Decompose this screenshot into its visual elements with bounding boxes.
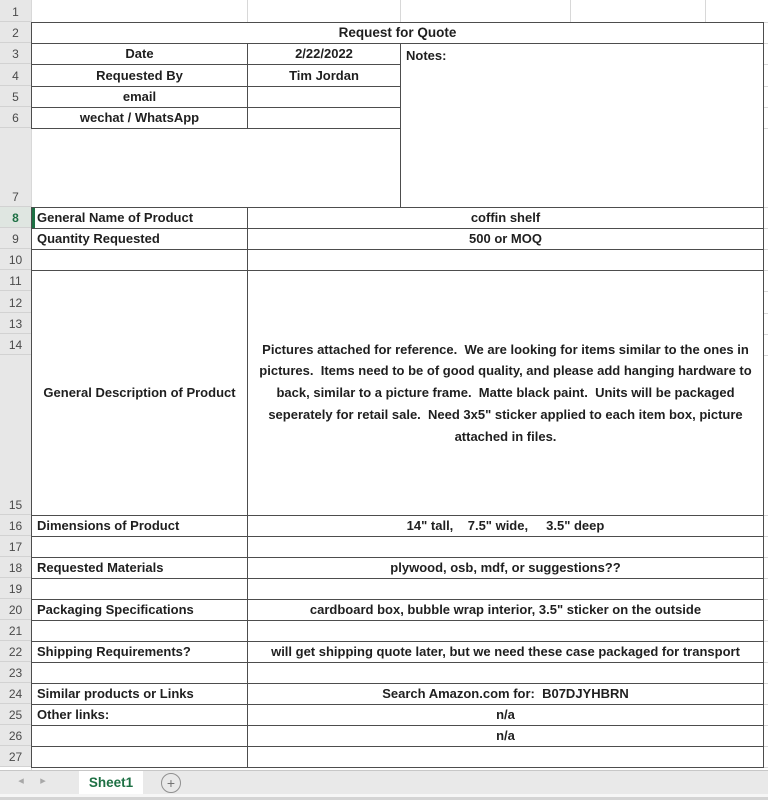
- quantity-label-cell[interactable]: Quantity Requested: [31, 228, 248, 250]
- gridline-tick: [764, 536, 768, 537]
- gridline-tick: [764, 313, 768, 314]
- tab-sheet1[interactable]: Sheet1: [79, 771, 143, 797]
- empty-label-cell-row27[interactable]: [31, 746, 248, 768]
- row-header-16[interactable]: 16: [0, 515, 31, 536]
- row-header-19[interactable]: 19: [0, 578, 31, 599]
- materials-value-cell[interactable]: plywood, osb, mdf, or suggestions??: [247, 557, 764, 579]
- row-header-4[interactable]: 4: [0, 64, 31, 86]
- gridline-tick: [764, 515, 768, 516]
- gridline-tick: [764, 128, 768, 129]
- row-header-8[interactable]: 8: [0, 207, 31, 228]
- plus-icon: +: [166, 775, 176, 791]
- email-label-cell[interactable]: email: [31, 86, 248, 108]
- dimensions-value-cell[interactable]: 14" tall, 7.5" wide, 3.5" deep: [247, 515, 764, 537]
- empty-value-cell-row23[interactable]: [247, 662, 764, 684]
- notes-cell[interactable]: Notes:: [400, 43, 764, 208]
- quantity-value-cell[interactable]: 500 or MOQ: [247, 228, 764, 250]
- empty-value-cell-row27[interactable]: [247, 746, 764, 768]
- requested-by-value-cell[interactable]: Tim Jordan: [247, 64, 401, 87]
- product-name-value-cell[interactable]: coffin shelf: [247, 207, 764, 229]
- gridline-col-b: [247, 0, 248, 22]
- packaging-value-cell[interactable]: cardboard box, bubble wrap interior, 3.5" sticker on the outside: [247, 599, 764, 621]
- shipping-label-cell[interactable]: Shipping Requirements?: [31, 641, 248, 663]
- empty-label-cell-row23[interactable]: [31, 662, 248, 684]
- other-links-value-cell[interactable]: n/a: [247, 704, 764, 726]
- empty-value-cell-row17[interactable]: [247, 536, 764, 558]
- email-value-cell[interactable]: [247, 86, 401, 108]
- row-header-6[interactable]: 6: [0, 107, 31, 128]
- gridline-tick: [764, 578, 768, 579]
- similar-label-cell[interactable]: Similar products or Links: [31, 683, 248, 705]
- dimensions-label-cell[interactable]: Dimensions of Product: [31, 515, 248, 537]
- gridline-tick: [764, 22, 768, 23]
- gridline-tick: [764, 64, 768, 65]
- gridline-tick: [764, 355, 768, 356]
- gridline-tick: [764, 704, 768, 705]
- gridline-col-d: [570, 0, 571, 22]
- empty-label-cell-row21[interactable]: [31, 620, 248, 642]
- gridline-tick: [764, 270, 768, 271]
- gridline-tick: [764, 228, 768, 229]
- sheet-tab-bar: [0, 770, 768, 794]
- row-header-10[interactable]: 10: [0, 249, 31, 270]
- title-cell[interactable]: Request for Quote: [31, 22, 764, 44]
- gridline-tick: [764, 291, 768, 292]
- date-value-cell[interactable]: 2/22/2022: [247, 43, 401, 65]
- row-header-13[interactable]: 13: [0, 313, 31, 334]
- row-header-26[interactable]: 26: [0, 725, 31, 746]
- wechat-value-cell[interactable]: [247, 107, 401, 129]
- row-header-15[interactable]: 15: [0, 355, 31, 515]
- row-header-27[interactable]: 27: [0, 746, 31, 767]
- shipping-value-cell[interactable]: will get shipping quote later, but we need these case packaged for transport: [247, 641, 764, 663]
- gridline-tick: [764, 43, 768, 44]
- gridline-tick: [764, 86, 768, 87]
- wechat-label-cell[interactable]: wechat / WhatsApp: [31, 107, 248, 129]
- other-links-label-cell[interactable]: Other links:: [31, 704, 248, 726]
- gridline-tick: [764, 641, 768, 642]
- empty-label-cell-row19[interactable]: [31, 578, 248, 600]
- row-header-25[interactable]: 25: [0, 704, 31, 725]
- description-label-cell[interactable]: General Description of Product: [31, 270, 248, 516]
- sheet-nav-left-icon[interactable]: ◂: [18, 775, 24, 787]
- empty-value-cell-row19[interactable]: [247, 578, 764, 600]
- gridline-col-c: [400, 0, 401, 22]
- row-header-9[interactable]: 9: [0, 228, 31, 249]
- gridline-tick: [764, 599, 768, 600]
- empty-label-cell-row17[interactable]: [31, 536, 248, 558]
- empty-label-cell-row10[interactable]: [31, 249, 248, 271]
- description-value-cell[interactable]: Pictures attached for reference. We are looking for items similar to the ones in pictures. Items need to be of good quality, and please add hanging hardware to back, similar to a picture frame. Matte black paint. Units will be packaged seperately for retail sale. Need 3x5" sticker applied to each item box, picture attached in files.: [247, 270, 764, 516]
- row-header-2[interactable]: 2: [0, 22, 31, 43]
- packaging-label-cell[interactable]: Packaging Specifications: [31, 599, 248, 621]
- similar-value-cell[interactable]: Search Amazon.com for: B07DJYHBRN: [247, 683, 764, 705]
- gridline-tick: [764, 249, 768, 250]
- row-header-1[interactable]: 1: [0, 0, 31, 22]
- add-sheet-button[interactable]: [161, 773, 181, 793]
- row-header-21[interactable]: 21: [0, 620, 31, 641]
- row-header-3[interactable]: 3: [0, 43, 31, 64]
- row-header-7[interactable]: 7: [0, 128, 31, 207]
- gridline-tick: [764, 767, 768, 768]
- row-header-22[interactable]: 22: [0, 641, 31, 662]
- row-header-17[interactable]: 17: [0, 536, 31, 557]
- other-links-2-label-cell[interactable]: [31, 725, 248, 747]
- other-links-2-value-cell[interactable]: n/a: [247, 725, 764, 747]
- gridline-tick: [764, 683, 768, 684]
- row-header-23[interactable]: 23: [0, 662, 31, 683]
- materials-label-cell[interactable]: Requested Materials: [31, 557, 248, 579]
- row-header-18[interactable]: 18: [0, 557, 31, 578]
- gridline-tick: [764, 746, 768, 747]
- sheet-nav-right-icon[interactable]: ▸: [40, 775, 46, 787]
- gridline-tick: [764, 107, 768, 108]
- row-header-12[interactable]: 12: [0, 291, 31, 313]
- empty-value-cell-row10[interactable]: [247, 249, 764, 271]
- row-header-5[interactable]: 5: [0, 86, 31, 107]
- gridline-tick: [764, 334, 768, 335]
- row-header-14[interactable]: 14: [0, 334, 31, 355]
- empty-value-cell-row21[interactable]: [247, 620, 764, 642]
- product-name-label-cell[interactable]: General Name of Product: [31, 207, 248, 229]
- row-header-11[interactable]: 11: [0, 270, 31, 291]
- gridline-tick: [764, 620, 768, 621]
- date-label-cell[interactable]: Date: [31, 43, 248, 65]
- gridline-col-e: [705, 0, 706, 22]
- gridline-tick: [764, 557, 768, 558]
- requested-by-label-cell[interactable]: Requested By: [31, 64, 248, 87]
- gridline-tick: [764, 207, 768, 208]
- gridline-tick: [764, 725, 768, 726]
- row-header-20[interactable]: 20: [0, 599, 31, 620]
- row-header-24[interactable]: 24: [0, 683, 31, 704]
- gridline-tick: [764, 662, 768, 663]
